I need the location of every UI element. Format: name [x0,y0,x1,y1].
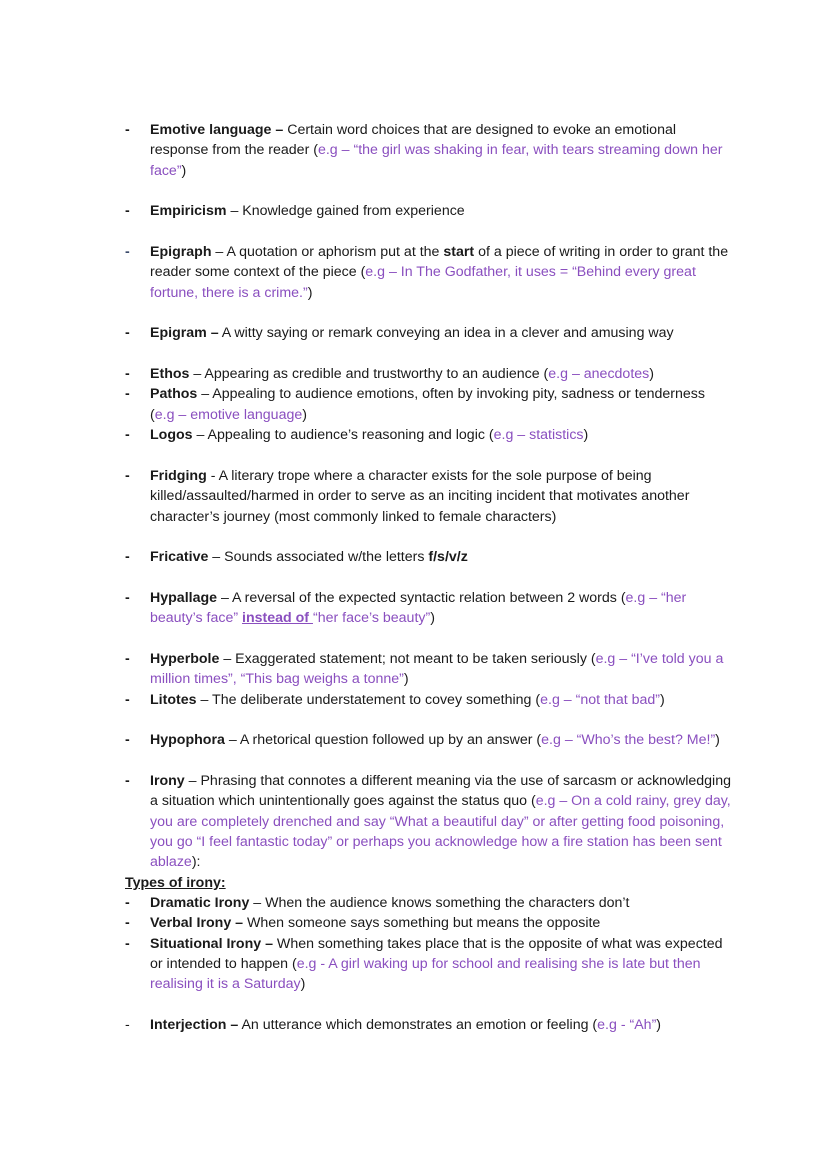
term: Empiricism [150,203,227,220]
close-paren: ) [403,671,409,688]
term: Verbal Irony – [150,915,244,932]
glossary-entry-empiricism [0,201,828,221]
bullet-dash: - [125,203,130,220]
bullet-dash: - [125,691,130,708]
bullet-dash: - [125,935,130,952]
definition: - A literary trope where a character exists for the sole purpose of being killed/assaulted/harmed in order to serve as an inciting incident that motivates another character’s journey (most commonly linked to female characters) [150,467,690,525]
close-paren: ): [191,854,201,871]
bullet-dash: - [125,366,130,383]
close-paren: ) [181,162,187,179]
glossary-entry-epigraph [0,242,828,303]
letters: f/s/v/z [428,549,468,566]
example: e.g – statistics [493,427,584,444]
definition-cont: of a piece of writing in order to grant the reader some context of the piece ( [150,244,729,281]
definition: – A quotation or aphorism put at the [211,244,444,261]
term: Ethos [150,366,190,383]
definition: – Knowledge gained from experience [226,203,465,220]
example: e.g – “her beauty’s face” [150,589,687,627]
term: Hypophora [150,732,225,749]
definition: – The deliberate understatement to covey something ( [196,691,541,708]
example: e.g – anecdotes [548,366,650,383]
definition: – When the audience knows something the characters don’t [249,895,630,912]
glossary-entry-epigram [0,323,828,343]
definition: When something takes place that is the opposite of what was expected or intended to happen ( [150,935,723,973]
definition: – A rhetorical question followed up by an answer ( [224,732,542,749]
bullet-dash: - [125,325,130,342]
bullet-dash: - [125,549,130,566]
example: e.g – In The Godfather, it uses = “Behind every great fortune, there is a crime.” [150,264,696,301]
glossary-entry-pathos [0,384,828,425]
close-paren: ) [300,976,306,993]
bullet-dash: - [125,386,130,403]
example: e.g – “Who’s the best? Me!” [541,732,716,749]
bullet-dash: - [125,122,130,138]
term: Interjection – [150,1017,239,1034]
glossary-entry-fricative [0,547,828,567]
definition: – Appearing as credible and trustworthy to an audience ( [189,366,549,383]
definition: – A reversal of the expected syntactic relation between 2 words ( [217,589,626,606]
term: Hyperbole [150,650,220,667]
definition: An utterance which demonstrates an emotion or feeling ( [238,1017,598,1034]
glossary-entry-fridging [0,466,828,527]
definition: – Sounds associated w/the letters [208,549,429,566]
close-paren: ) [583,427,589,444]
term: Hypallage [150,589,218,606]
example: e.g – emotive language [154,406,303,423]
example: e.g – On a cold rainy, grey day, you are completely drenched and say “What a beautiful day” or after getting food poisoning, you go “I feel fantastic today” or perhaps you acknowledge how a fire station has been sent ablaze [150,793,731,871]
term: Epigram – [150,325,219,342]
term: Irony [150,773,185,789]
bullet-dash: - [125,732,130,749]
term: Situational Irony – [150,935,273,952]
example: e.g – “the girl was shaking in fear, with tears streaming down her face” [150,142,723,179]
term: Dramatic Irony [150,895,250,912]
bullet-dash: - [125,895,130,912]
example: e.g – “not that bad” [540,691,660,708]
term: Pathos [150,386,198,403]
glossary-entry-hypallage [0,588,828,629]
document-page [0,120,828,1035]
definition: When someone says something but means the opposite [243,915,601,932]
example: e.g - “Ah” [597,1017,657,1034]
close-paren: ) [307,284,313,301]
term: Litotes [150,691,197,708]
close-paren: ) [649,366,654,383]
glossary-entry-hyperbole [0,649,828,690]
term: Epigraph [150,244,212,261]
definition: – Exaggerated statement; not meant to be taken seriously ( [219,650,596,667]
bullet-dash: - [125,467,130,484]
example: e.g – “I’ve told you a million times”, “This bag weighs a tonne” [150,650,724,688]
glossary-entry-irony [0,771,828,873]
term: Logos [150,427,193,444]
bullet-dash: - [125,244,130,261]
types-of-irony-heading: Types of irony: [125,874,226,891]
close-paren: ) [715,732,720,749]
glossary-entry-interjection [0,1015,828,1035]
example-emphasis: instead of [242,610,313,627]
emphasis-start: start [443,244,475,261]
close-paren: ) [302,406,307,423]
glossary-entry-situational-irony [0,934,828,995]
term: Fridging [150,467,207,484]
bullet-dash: - [125,427,130,444]
term: Emotive language – [150,122,284,138]
definition: Certain word choices that are designed to evoke an emotional response from the reader ( [150,122,677,159]
example: e.g - A girl waking up for school and realising she is late but then realising it is a Saturday [150,956,701,993]
glossary-entry-litotes [0,690,828,710]
definition: A witty saying or remark conveying an idea in a clever and amusing way [218,325,674,342]
definition: – Appealing to audience emotions, often by invoking pity, sadness or tenderness ( [150,386,705,423]
bullet-dash: - [125,589,130,606]
example-cont: “her face’s beauty” [312,610,431,627]
bullet-dash: - [125,650,130,667]
close-paren: ) [660,691,665,708]
glossary-entry-ethos [0,364,828,384]
bullet-dash: - [125,915,130,932]
definition: – Phrasing that connotes a different meaning via the use of sarcasm or acknowledging a situation which unintentionally goes against the status quo ( [150,773,731,810]
glossary-entry-logos [0,425,828,445]
glossary-entry-verbal-irony [0,913,828,933]
close-paren: ) [430,610,435,627]
term: Fricative [150,549,209,566]
bullet-dash: - [125,773,130,789]
bullet-dash: - [125,1017,130,1034]
glossary-entry-hypophora [0,730,828,750]
glossary-entry-dramatic-irony [0,893,828,913]
glossary-entry-emotive-language [0,120,828,181]
definition: – Appealing to audience’s reasoning and logic ( [192,427,494,444]
close-paren: ) [656,1017,662,1034]
